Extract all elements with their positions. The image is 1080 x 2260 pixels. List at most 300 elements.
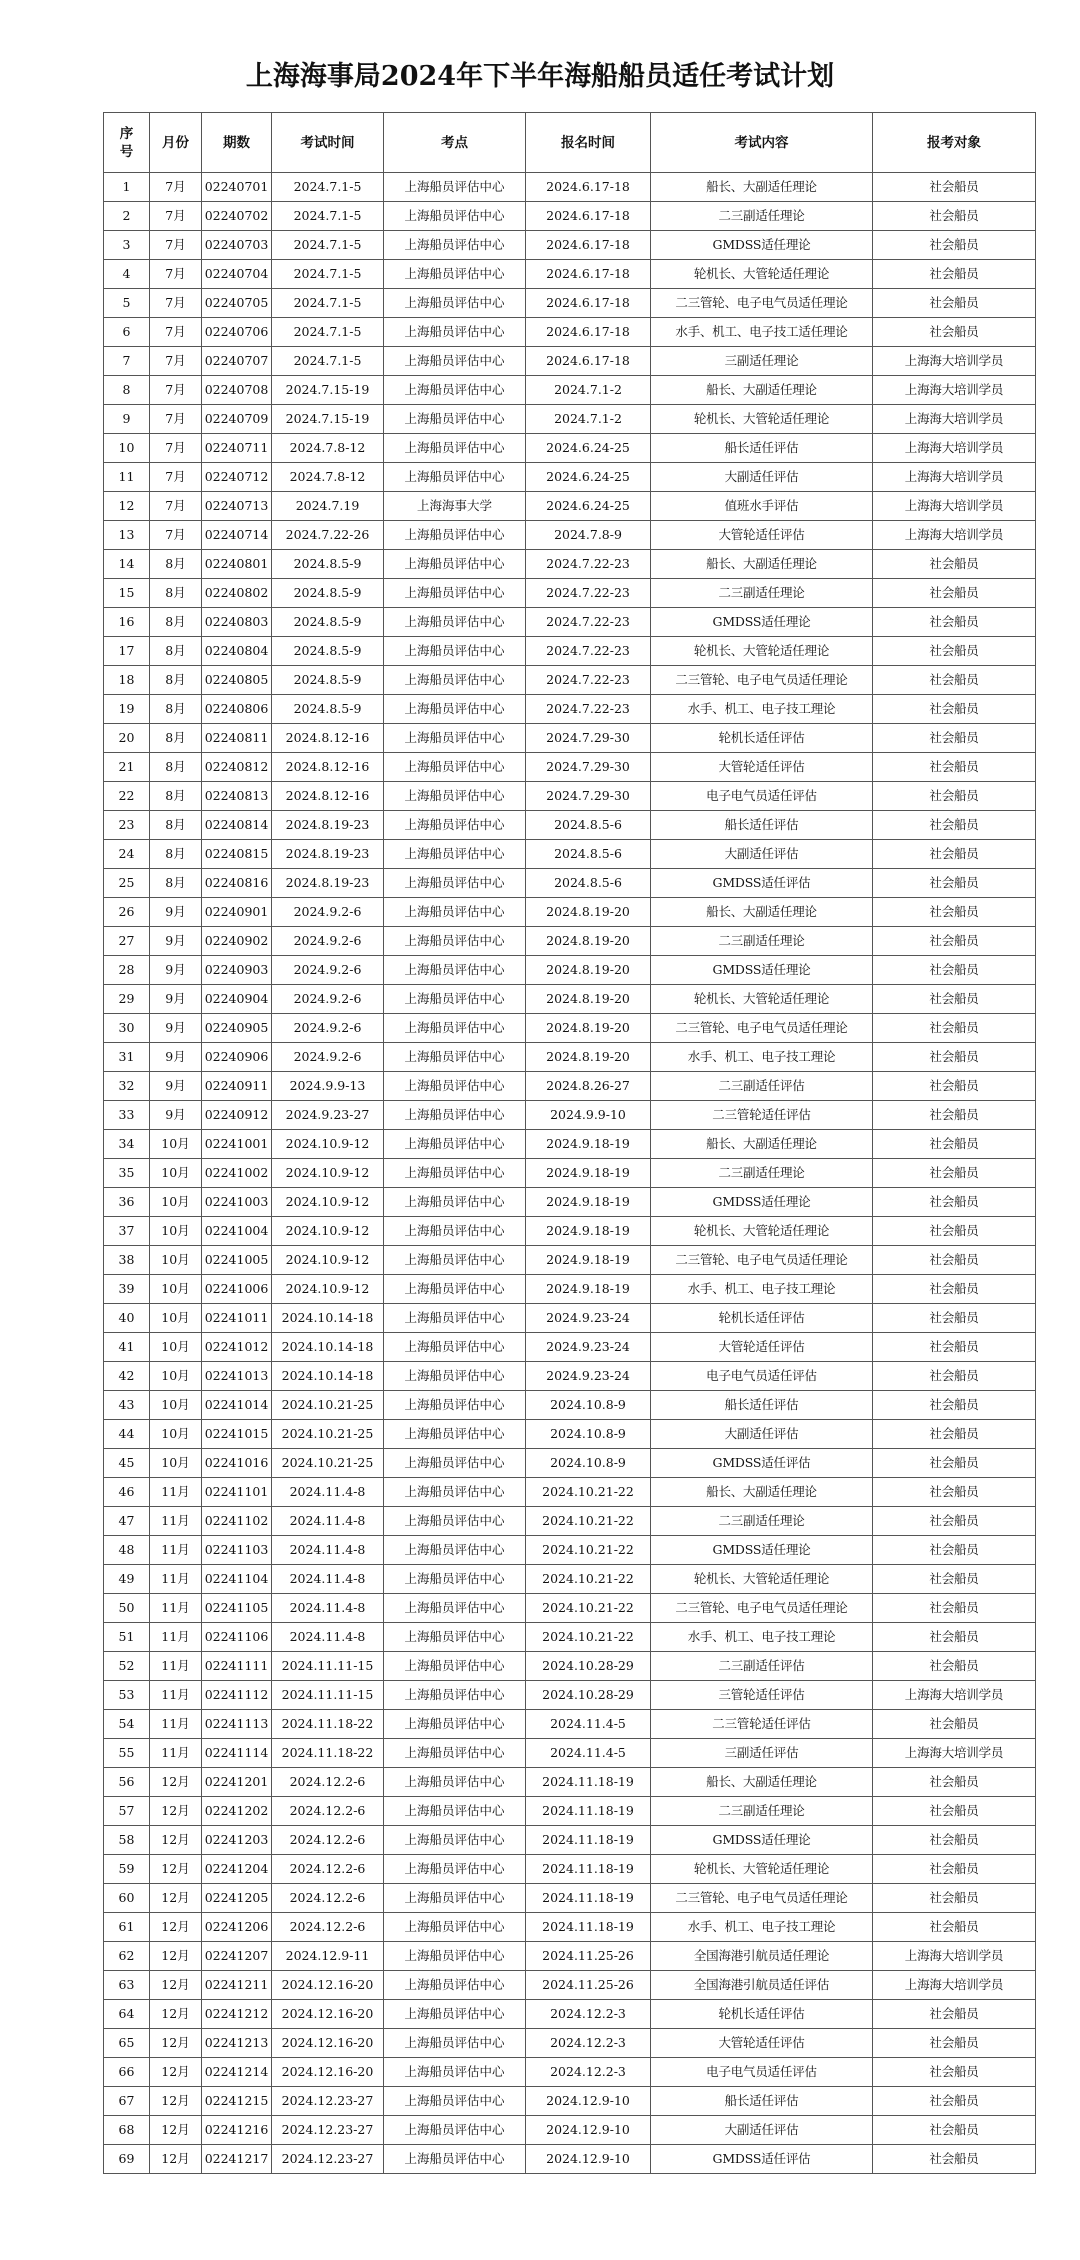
cell-period: 02241104 [202, 1565, 272, 1594]
cell-content: 轮机长、大管轮适任理论 [651, 1855, 873, 1884]
cell-content: 二三副适任理论 [651, 1159, 873, 1188]
cell-no: 40 [104, 1304, 150, 1333]
cell-month: 11月 [150, 1710, 202, 1739]
cell-content: 电子电气员适任评估 [651, 1362, 873, 1391]
cell-content: 大副适任评估 [651, 1420, 873, 1449]
cell-location: 上海船员评估中心 [384, 753, 526, 782]
cell-month: 12月 [150, 1913, 202, 1942]
cell-period: 02240906 [202, 1043, 272, 1072]
cell-content: 船长、大副适任理论 [651, 173, 873, 202]
cell-exam-time: 2024.12.2-6 [272, 1913, 384, 1942]
cell-target: 社会船员 [873, 202, 1036, 231]
header-no [104, 113, 150, 173]
table-row [104, 405, 1036, 434]
cell-no: 64 [104, 2000, 150, 2029]
header-reg-time: 报名时间 [526, 113, 651, 173]
cell-period: 02241204 [202, 1855, 272, 1884]
cell-location: 上海船员评估中心 [384, 2145, 526, 2174]
cell-exam-time: 2024.8.5-9 [272, 579, 384, 608]
cell-location: 上海船员评估中心 [384, 173, 526, 202]
cell-reg-time: 2024.6.17-18 [526, 202, 651, 231]
cell-reg-time: 2024.11.18-19 [526, 1797, 651, 1826]
cell-target: 社会船员 [873, 1826, 1036, 1855]
cell-no: 45 [104, 1449, 150, 1478]
cell-target: 社会船员 [873, 1304, 1036, 1333]
cell-content: 船长、大副适任理论 [651, 898, 873, 927]
cell-no: 59 [104, 1855, 150, 1884]
cell-target: 社会船员 [873, 1652, 1036, 1681]
cell-location: 上海船员评估中心 [384, 1681, 526, 1710]
cell-exam-time: 2024.10.9-12 [272, 1130, 384, 1159]
cell-location: 上海船员评估中心 [384, 521, 526, 550]
cell-exam-time: 2024.12.2-6 [272, 1768, 384, 1797]
cell-no: 7 [104, 347, 150, 376]
cell-location: 上海船员评估中心 [384, 2000, 526, 2029]
cell-target: 社会船员 [873, 1855, 1036, 1884]
table-row [104, 318, 1036, 347]
cell-month: 12月 [150, 2000, 202, 2029]
table-row [104, 1913, 1036, 1942]
cell-location: 上海船员评估中心 [384, 1246, 526, 1275]
cell-location: 上海船员评估中心 [384, 666, 526, 695]
cell-period: 02240904 [202, 985, 272, 1014]
cell-content: GMDSS适任理论 [651, 231, 873, 260]
cell-target: 社会船员 [873, 666, 1036, 695]
cell-month: 12月 [150, 1971, 202, 2000]
cell-no: 44 [104, 1420, 150, 1449]
cell-month: 8月 [150, 753, 202, 782]
cell-reg-time: 2024.9.18-19 [526, 1159, 651, 1188]
cell-content: 轮机长、大管轮适任理论 [651, 405, 873, 434]
cell-location: 上海船员评估中心 [384, 2058, 526, 2087]
cell-month: 8月 [150, 579, 202, 608]
cell-target: 社会船员 [873, 2145, 1036, 2174]
cell-content: GMDSS适任评估 [651, 869, 873, 898]
cell-exam-time: 2024.12.23-27 [272, 2116, 384, 2145]
cell-target: 社会船员 [873, 1101, 1036, 1130]
cell-exam-time: 2024.11.11-15 [272, 1681, 384, 1710]
cell-period: 02241211 [202, 1971, 272, 2000]
cell-exam-time: 2024.7.1-5 [272, 173, 384, 202]
table-row [104, 1246, 1036, 1275]
cell-reg-time: 2024.12.2-3 [526, 2000, 651, 2029]
cell-content: GMDSS适任评估 [651, 2145, 873, 2174]
cell-month: 10月 [150, 1246, 202, 1275]
cell-period: 02241003 [202, 1188, 272, 1217]
cell-target: 社会船员 [873, 811, 1036, 840]
cell-exam-time: 2024.12.2-6 [272, 1855, 384, 1884]
cell-period: 02240705 [202, 289, 272, 318]
cell-exam-time: 2024.8.19-23 [272, 840, 384, 869]
cell-target: 上海海大培训学员 [873, 405, 1036, 434]
cell-content: 船长适任评估 [651, 811, 873, 840]
cell-reg-time: 2024.10.21-22 [526, 1623, 651, 1652]
cell-exam-time: 2024.11.4-8 [272, 1594, 384, 1623]
cell-month: 7月 [150, 376, 202, 405]
cell-month: 11月 [150, 1507, 202, 1536]
cell-month: 8月 [150, 666, 202, 695]
cell-content: 二三管轮适任评估 [651, 1710, 873, 1739]
cell-period: 02240714 [202, 521, 272, 550]
cell-content: 轮机长适任评估 [651, 2000, 873, 2029]
cell-content: GMDSS适任理论 [651, 1188, 873, 1217]
cell-exam-time: 2024.12.9-11 [272, 1942, 384, 1971]
cell-location: 上海船员评估中心 [384, 1855, 526, 1884]
cell-location: 上海船员评估中心 [384, 695, 526, 724]
cell-reg-time: 2024.6.17-18 [526, 347, 651, 376]
cell-month: 11月 [150, 1739, 202, 1768]
table-row [104, 1768, 1036, 1797]
cell-location: 上海船员评估中心 [384, 840, 526, 869]
cell-period: 02240806 [202, 695, 272, 724]
cell-exam-time: 2024.7.1-5 [272, 202, 384, 231]
cell-target: 社会船员 [873, 1797, 1036, 1826]
cell-no: 52 [104, 1652, 150, 1681]
cell-reg-time: 2024.9.23-24 [526, 1333, 651, 1362]
cell-exam-time: 2024.11.11-15 [272, 1652, 384, 1681]
cell-period: 02241106 [202, 1623, 272, 1652]
cell-exam-time: 2024.10.14-18 [272, 1304, 384, 1333]
cell-content: 船长适任评估 [651, 434, 873, 463]
cell-no: 67 [104, 2087, 150, 2116]
cell-no: 23 [104, 811, 150, 840]
cell-content: 轮机长、大管轮适任理论 [651, 260, 873, 289]
cell-target: 社会船员 [873, 1130, 1036, 1159]
cell-period: 02240712 [202, 463, 272, 492]
cell-no: 62 [104, 1942, 150, 1971]
cell-location: 上海船员评估中心 [384, 1971, 526, 2000]
cell-location: 上海船员评估中心 [384, 985, 526, 1014]
cell-location: 上海船员评估中心 [384, 1826, 526, 1855]
cell-reg-time: 2024.11.25-26 [526, 1942, 651, 1971]
cell-period: 02240703 [202, 231, 272, 260]
cell-exam-time: 2024.10.21-25 [272, 1449, 384, 1478]
table-row [104, 1507, 1036, 1536]
cell-exam-time: 2024.8.5-9 [272, 637, 384, 666]
cell-target: 社会船员 [873, 1623, 1036, 1652]
cell-content: 值班水手评估 [651, 492, 873, 521]
cell-exam-time: 2024.8.12-16 [272, 782, 384, 811]
cell-exam-time: 2024.10.21-25 [272, 1391, 384, 1420]
cell-content: 二三副适任理论 [651, 927, 873, 956]
cell-exam-time: 2024.8.5-9 [272, 550, 384, 579]
cell-reg-time: 2024.9.23-24 [526, 1304, 651, 1333]
cell-exam-time: 2024.10.21-25 [272, 1420, 384, 1449]
cell-period: 02240813 [202, 782, 272, 811]
cell-location: 上海船员评估中心 [384, 1072, 526, 1101]
cell-reg-time: 2024.9.18-19 [526, 1130, 651, 1159]
cell-content: 水手、机工、电子技工理论 [651, 1275, 873, 1304]
cell-no: 56 [104, 1768, 150, 1797]
cell-location: 上海船员评估中心 [384, 1942, 526, 1971]
cell-exam-time: 2024.9.2-6 [272, 956, 384, 985]
cell-reg-time: 2024.12.9-10 [526, 2116, 651, 2145]
table-row [104, 492, 1036, 521]
cell-location: 上海船员评估中心 [384, 1217, 526, 1246]
table-row [104, 1826, 1036, 1855]
cell-reg-time: 2024.12.2-3 [526, 2058, 651, 2087]
cell-content: 轮机长、大管轮适任理论 [651, 985, 873, 1014]
cell-exam-time: 2024.11.4-8 [272, 1478, 384, 1507]
table-row [104, 434, 1036, 463]
cell-content: 二三副适任理论 [651, 579, 873, 608]
cell-exam-time: 2024.7.15-19 [272, 405, 384, 434]
cell-location: 上海船员评估中心 [384, 550, 526, 579]
cell-month: 11月 [150, 1594, 202, 1623]
cell-period: 02241207 [202, 1942, 272, 1971]
cell-location: 上海船员评估中心 [384, 1884, 526, 1913]
table-row [104, 1797, 1036, 1826]
table-row [104, 289, 1036, 318]
cell-month: 7月 [150, 434, 202, 463]
cell-month: 8月 [150, 811, 202, 840]
cell-location: 上海船员评估中心 [384, 1043, 526, 1072]
cell-no: 1 [104, 173, 150, 202]
cell-location: 上海船员评估中心 [384, 869, 526, 898]
cell-reg-time: 2024.12.9-10 [526, 2087, 651, 2116]
table-row [104, 2145, 1036, 2174]
table-row [104, 1652, 1036, 1681]
cell-period: 02241001 [202, 1130, 272, 1159]
cell-location: 上海船员评估中心 [384, 898, 526, 927]
table-row [104, 2058, 1036, 2087]
cell-no: 12 [104, 492, 150, 521]
cell-content: 三副适任评估 [651, 1739, 873, 1768]
cell-content: 船长适任评估 [651, 1391, 873, 1420]
cell-no: 36 [104, 1188, 150, 1217]
cell-exam-time: 2024.7.8-12 [272, 463, 384, 492]
cell-period: 02240711 [202, 434, 272, 463]
cell-no: 61 [104, 1913, 150, 1942]
cell-target: 社会船员 [873, 1188, 1036, 1217]
cell-content: 二三副适任理论 [651, 1507, 873, 1536]
cell-target: 社会船员 [873, 1217, 1036, 1246]
table-row [104, 869, 1036, 898]
cell-exam-time: 2024.12.16-20 [272, 1971, 384, 2000]
cell-period: 02240912 [202, 1101, 272, 1130]
cell-target: 社会船员 [873, 1246, 1036, 1275]
table-row [104, 1855, 1036, 1884]
cell-content: 水手、机工、电子技工理论 [651, 1623, 873, 1652]
cell-reg-time: 2024.11.4-5 [526, 1710, 651, 1739]
cell-reg-time: 2024.9.18-19 [526, 1246, 651, 1275]
cell-content: 大副适任评估 [651, 2116, 873, 2145]
table-row [104, 811, 1036, 840]
cell-exam-time: 2024.10.9-12 [272, 1159, 384, 1188]
cell-content: 大管轮适任评估 [651, 521, 873, 550]
cell-no: 46 [104, 1478, 150, 1507]
table-header-row [104, 113, 1036, 173]
cell-location: 上海船员评估中心 [384, 1652, 526, 1681]
cell-target: 社会船员 [873, 231, 1036, 260]
cell-location: 上海船员评估中心 [384, 405, 526, 434]
cell-target: 社会船员 [873, 1478, 1036, 1507]
cell-exam-time: 2024.9.2-6 [272, 898, 384, 927]
table-row [104, 1014, 1036, 1043]
cell-exam-time: 2024.12.2-6 [272, 1884, 384, 1913]
cell-exam-time: 2024.7.1-5 [272, 260, 384, 289]
cell-reg-time: 2024.9.9-10 [526, 1101, 651, 1130]
cell-no: 29 [104, 985, 150, 1014]
cell-location: 上海船员评估中心 [384, 1304, 526, 1333]
cell-location: 上海船员评估中心 [384, 1333, 526, 1362]
cell-target: 社会船员 [873, 1072, 1036, 1101]
cell-period: 02240708 [202, 376, 272, 405]
cell-period: 02240812 [202, 753, 272, 782]
cell-no: 22 [104, 782, 150, 811]
table-row [104, 1884, 1036, 1913]
cell-location: 上海船员评估中心 [384, 956, 526, 985]
cell-target: 社会船员 [873, 2000, 1036, 2029]
cell-month: 8月 [150, 782, 202, 811]
cell-exam-time: 2024.9.9-13 [272, 1072, 384, 1101]
cell-exam-time: 2024.7.1-5 [272, 347, 384, 376]
cell-no: 38 [104, 1246, 150, 1275]
cell-period: 02241201 [202, 1768, 272, 1797]
table-row [104, 260, 1036, 289]
table-row [104, 463, 1036, 492]
cell-reg-time: 2024.6.24-25 [526, 492, 651, 521]
cell-month: 7月 [150, 492, 202, 521]
cell-reg-time: 2024.8.5-6 [526, 869, 651, 898]
cell-month: 9月 [150, 985, 202, 1014]
cell-period: 02240701 [202, 173, 272, 202]
cell-reg-time: 2024.7.22-23 [526, 579, 651, 608]
cell-month: 7月 [150, 463, 202, 492]
cell-month: 12月 [150, 2087, 202, 2116]
cell-month: 7月 [150, 289, 202, 318]
cell-exam-time: 2024.11.18-22 [272, 1739, 384, 1768]
cell-reg-time: 2024.11.18-19 [526, 1826, 651, 1855]
cell-exam-time: 2024.7.15-19 [272, 376, 384, 405]
cell-month: 8月 [150, 637, 202, 666]
cell-period: 02241203 [202, 1826, 272, 1855]
cell-period: 02240815 [202, 840, 272, 869]
cell-month: 8月 [150, 724, 202, 753]
cell-period: 02241202 [202, 1797, 272, 1826]
cell-target: 社会船员 [873, 927, 1036, 956]
cell-no: 9 [104, 405, 150, 434]
table-row [104, 724, 1036, 753]
cell-reg-time: 2024.6.17-18 [526, 260, 651, 289]
cell-exam-time: 2024.7.19 [272, 492, 384, 521]
cell-target: 上海海大培训学员 [873, 1971, 1036, 2000]
header-exam-time: 考试时间 [272, 113, 384, 173]
cell-location: 上海船员评估中心 [384, 2116, 526, 2145]
cell-location: 上海船员评估中心 [384, 1623, 526, 1652]
cell-target: 上海海大培训学员 [873, 1739, 1036, 1768]
cell-reg-time: 2024.10.21-22 [526, 1507, 651, 1536]
table-row [104, 231, 1036, 260]
cell-reg-time: 2024.10.28-29 [526, 1652, 651, 1681]
cell-location: 上海船员评估中心 [384, 1101, 526, 1130]
table-row [104, 1362, 1036, 1391]
cell-target: 社会船员 [873, 1565, 1036, 1594]
cell-month: 12月 [150, 1826, 202, 1855]
cell-target: 社会船员 [873, 753, 1036, 782]
cell-target: 社会船员 [873, 1333, 1036, 1362]
cell-content: 二三副适任评估 [651, 1652, 873, 1681]
cell-target: 社会船员 [873, 637, 1036, 666]
cell-content: 大管轮适任评估 [651, 753, 873, 782]
cell-period: 02241101 [202, 1478, 272, 1507]
table-row [104, 1536, 1036, 1565]
cell-month: 10月 [150, 1449, 202, 1478]
cell-no: 26 [104, 898, 150, 927]
cell-no: 42 [104, 1362, 150, 1391]
cell-month: 7月 [150, 405, 202, 434]
cell-exam-time: 2024.11.4-8 [272, 1536, 384, 1565]
cell-content: GMDSS适任理论 [651, 608, 873, 637]
table-row [104, 1159, 1036, 1188]
cell-reg-time: 2024.10.21-22 [526, 1594, 651, 1623]
cell-month: 11月 [150, 1652, 202, 1681]
cell-exam-time: 2024.8.5-9 [272, 608, 384, 637]
cell-no: 20 [104, 724, 150, 753]
cell-content: 船长、大副适任理论 [651, 376, 873, 405]
cell-reg-time: 2024.8.5-6 [526, 811, 651, 840]
cell-period: 02241213 [202, 2029, 272, 2058]
cell-period: 02241214 [202, 2058, 272, 2087]
cell-location: 上海船员评估中心 [384, 1159, 526, 1188]
cell-location: 上海船员评估中心 [384, 347, 526, 376]
cell-target: 社会船员 [873, 1884, 1036, 1913]
cell-no: 14 [104, 550, 150, 579]
cell-exam-time: 2024.12.2-6 [272, 1797, 384, 1826]
cell-target: 社会船员 [873, 260, 1036, 289]
cell-reg-time: 2024.7.1-2 [526, 376, 651, 405]
cell-month: 10月 [150, 1159, 202, 1188]
cell-no: 24 [104, 840, 150, 869]
cell-no: 68 [104, 2116, 150, 2145]
cell-target: 社会船员 [873, 695, 1036, 724]
cell-month: 12月 [150, 1884, 202, 1913]
cell-no: 47 [104, 1507, 150, 1536]
cell-month: 7月 [150, 260, 202, 289]
cell-no: 5 [104, 289, 150, 318]
cell-no: 18 [104, 666, 150, 695]
cell-period: 02240713 [202, 492, 272, 521]
cell-target: 社会船员 [873, 898, 1036, 927]
cell-no: 28 [104, 956, 150, 985]
cell-period: 02241111 [202, 1652, 272, 1681]
cell-no: 34 [104, 1130, 150, 1159]
cell-no: 43 [104, 1391, 150, 1420]
table-row [104, 2116, 1036, 2145]
cell-content: 二三管轮、电子电气员适任理论 [651, 1594, 873, 1623]
table-row [104, 1420, 1036, 1449]
cell-content: 三管轮适任评估 [651, 1681, 873, 1710]
cell-location: 上海船员评估中心 [384, 318, 526, 347]
cell-no: 66 [104, 2058, 150, 2087]
table-row [104, 1449, 1036, 1478]
cell-reg-time: 2024.9.18-19 [526, 1217, 651, 1246]
cell-reg-time: 2024.8.19-20 [526, 956, 651, 985]
cell-month: 8月 [150, 840, 202, 869]
cell-exam-time: 2024.8.12-16 [272, 724, 384, 753]
cell-target: 上海海大培训学员 [873, 434, 1036, 463]
table-row [104, 1942, 1036, 1971]
cell-period: 02240911 [202, 1072, 272, 1101]
cell-target: 社会船员 [873, 173, 1036, 202]
cell-location: 上海船员评估中心 [384, 1014, 526, 1043]
cell-no: 13 [104, 521, 150, 550]
cell-target: 社会船员 [873, 1710, 1036, 1739]
table-row [104, 1043, 1036, 1072]
table-row [104, 1188, 1036, 1217]
cell-content: 轮机长适任评估 [651, 724, 873, 753]
cell-month: 10月 [150, 1130, 202, 1159]
